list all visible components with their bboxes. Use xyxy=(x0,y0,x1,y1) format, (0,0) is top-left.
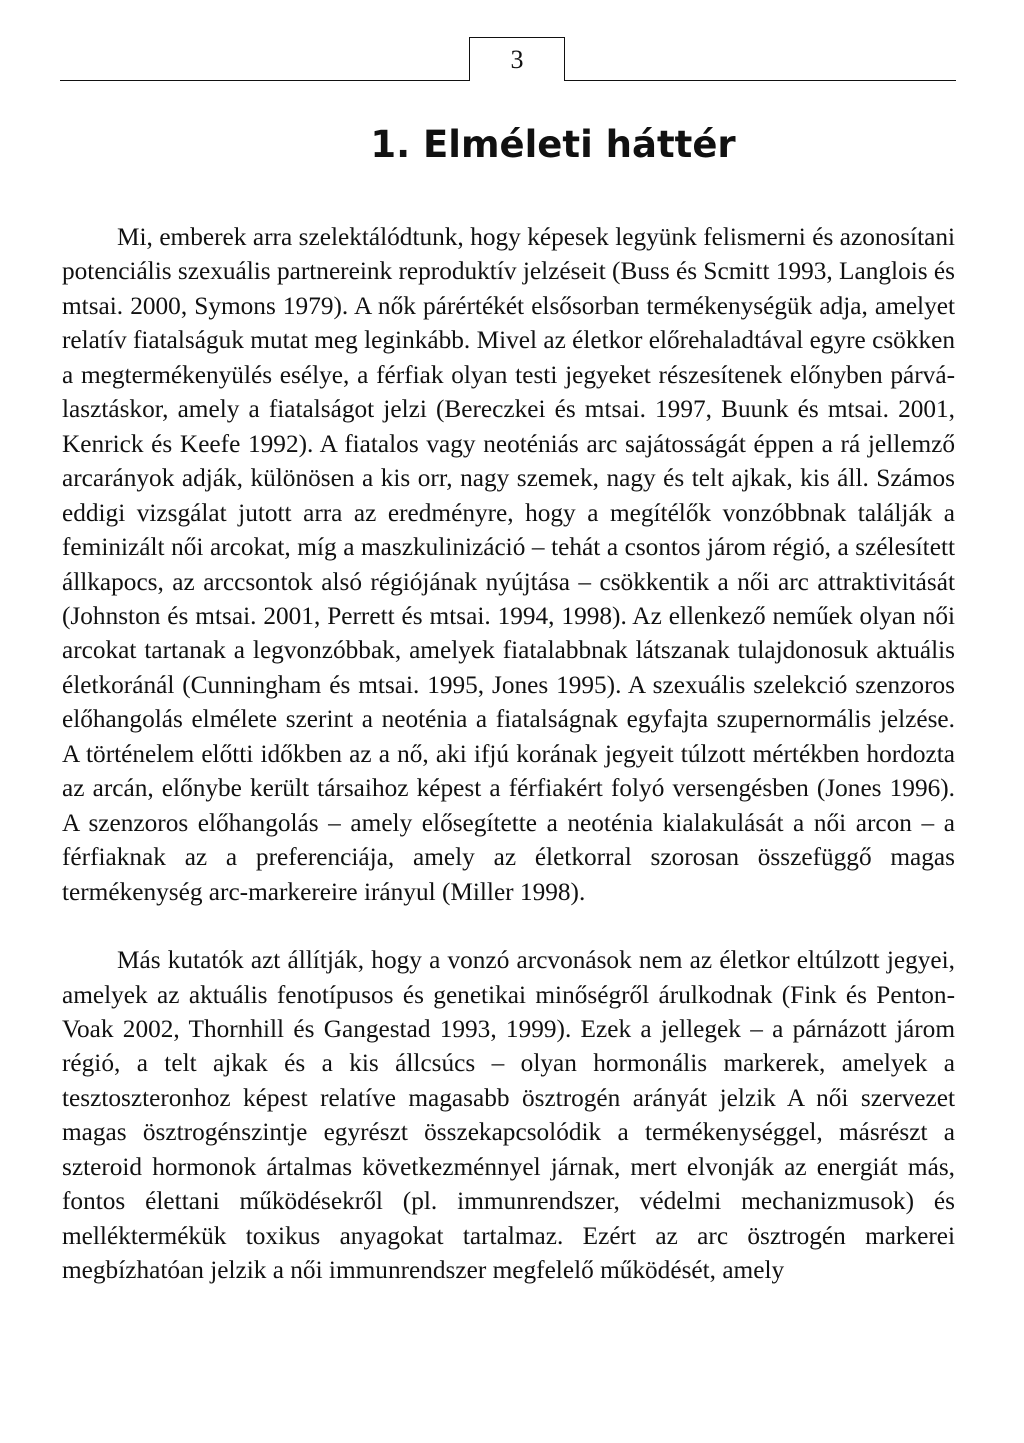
paragraph: Más kutatók azt állítják, hogy a vonzó arcvonások nem az életkor eltúlzott jegyei, amelyek az aktuális fenotípusos és genetikai minőségről árulkodnak (Fink és Penton-Voak 2002, Thornhill és Gangestad 1993, 1999). Ezek a jellegek – a párnázott járom régió, a telt ajkak és a kis állcsúcs – olyan hormonális markerek, amelyek a tesztoszteronhoz képest relatíve magasabb ösztrogén arányát jelzik A női szervezet magas ösztrogénszintje egyrészt összekapcsolódik a termékenységgel, másrészt a szteroid hormonok ártalmas következménnyel járnak, mert elvonják az energiát más, fontos élettani működésekről (pl. immunrendszer, védelmi mechanizmusok) és melléktermékük toxikus anyagokat tartalmaz. Ezért az arc ösztrogén markerei megbízhatóan jelzik a női immunrendszer megfelelő működését, amely xyxy=(62,946,955,1285)
paragraph: Mi, emberek arra szelektálódtunk, hogy képesek legyünk felismerni és azonosítani potenciális szexuális partnereink reproduktív jelzéseit (Buss és Scmitt 1993, Langlois és mtsai. 2000, Symons 1979). A nők párértékét elsősorban termékenységük adja, amelyet relatív fiatalságuk mutat meg leginkább. Mivel az életkor előrehaladtával egyre csökken a megtermékenyülés esélye, a férfiak olyan testi jegyeket részesítenek előnyben párválasztáskor, amely a fiatalságot jelzi (Bereczkei és mtsai. 1997, Buunk és mtsai. 2001, Kenrick és Keefe 1992). A fiatalos vagy neoténiás arc sajátosságát éppen a rá jellemző arcarányok adják, különösen a kis orr, nagy szemek, nagy és telt ajkak, kis áll. Számos eddigi vizsgálat jutott arra az eredményre, hogy a megítélők vonzóbbnak találják a feminizált női arcokat, míg a maszkulinizáció – tehát a csontos járom régió, a szélesített állkapocs, az arccsontok alsó régiójának nyújtása – csökkentik a női arc attraktivitását (Johnston és mtsai. 2001, Perrett és mtsai. 1994, 1998). Az ellenkező neműek olyan női arcokat tartanak a legvonzóbbak, amelyek fiatalabbnak látszanak tulajdonosuk aktuális életkoránál (Cunningham és mtsai. 1995, Jones 1995). A szexuális szelekció szenzoros előhangolás elmélete szerint a neoténia a fiatalságnak egyfajta szupernormális jelzése. A történelem előtti időkben az a nő, aki ifjú korának jegyeit túlzott mértékben hordozta az arcán, előnybe került társaihoz képest a férfiakért folyó versengésben (Jones 1996). A szenzoros előhangolás – amely elősegítette a neoténia kialakulását a női arcon – a férfiaknak az a preferenciája, amely az életkorral szorosan összefüggő magas termékenység arc-markereire irányul (Miller 1998). xyxy=(62,223,955,906)
body-text xyxy=(62,220,955,1288)
page-number-text: 3 xyxy=(510,44,524,74)
page-number xyxy=(469,37,565,81)
chapter-title: 1. Elméleti háttér xyxy=(370,123,736,166)
